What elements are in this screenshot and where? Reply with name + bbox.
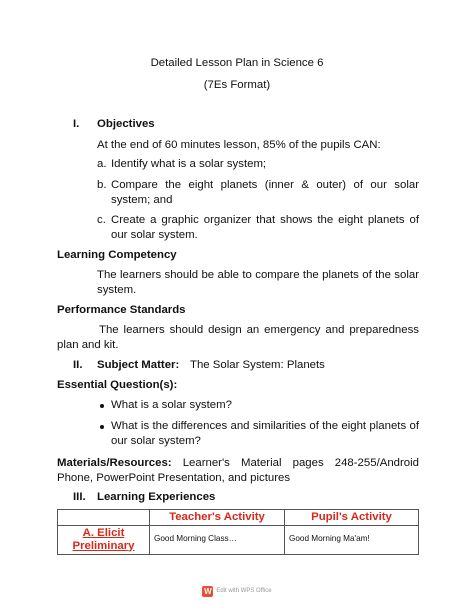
table-header-phase	[58, 510, 150, 526]
table-row	[58, 525, 419, 554]
objective-letter: a.	[97, 158, 107, 170]
performance-standards-heading: Performance Standards	[57, 304, 186, 316]
table-header-pupil: Pupil's Activity	[285, 510, 419, 526]
wps-watermark-text: Edit with WPS Office	[216, 588, 272, 594]
objectives-numeral: I.	[73, 118, 80, 130]
objective-letter: c.	[97, 214, 106, 226]
essential-questions-heading: Essential Question(s):	[57, 379, 178, 391]
performance-standards-text: The learners should design an emergency and preparedness plan and kit.	[57, 324, 419, 351]
learning-competency-text: The learners should be able to compare the planets of the solar system.	[97, 269, 419, 296]
materials-paragraph	[57, 456, 419, 485]
table-cell-teacher: Good Morning Class…	[150, 525, 285, 554]
objective-item: Create a graphic organizer that shows the eight planets of our solar system.	[111, 214, 419, 241]
bullet-icon	[100, 404, 104, 408]
document-subtitle: (7Es Format)	[203, 79, 271, 91]
objectives-intro: At the end of 60 minutes lesson, 85% of the pupils CAN:	[97, 139, 381, 151]
essential-question-item: What is the differences and similarities of the eight planets of our solar system?	[111, 420, 419, 447]
essential-question-item: What is a solar system?	[111, 399, 232, 411]
wps-watermark[interactable]	[0, 584, 474, 599]
learning-competency-heading: Learning Competency	[57, 249, 177, 261]
subject-matter-label: Subject Matter:	[97, 359, 180, 371]
document-title: Detailed Lesson Plan in Science 6	[150, 57, 324, 69]
learning-experiences-table	[57, 509, 419, 555]
bullet-icon	[100, 425, 104, 429]
table-header-teacher: Teacher's Activity	[150, 510, 285, 526]
wps-office-logo-icon: W	[204, 586, 212, 596]
subject-matter-numeral: II.	[73, 359, 83, 371]
table-cell-pupil: Good Morning Ma'am!	[285, 525, 419, 554]
objectives-heading: Objectives	[97, 118, 155, 130]
learning-experiences-heading: Learning Experiences	[97, 491, 216, 503]
materials-label: Materials/Resources:	[57, 457, 172, 469]
objective-letter: b.	[97, 179, 107, 191]
objective-item: Identify what is a solar system;	[111, 158, 267, 170]
table-cell-phase: A. Elicit Preliminary	[58, 525, 150, 554]
table-header-row	[58, 510, 419, 526]
materials-text: Learner's Material pages 248-255/Android Phone, PowerPoint Presentation, and pictures	[57, 457, 419, 484]
objective-item: Compare the eight planets (inner & outer) of our solar system; and	[111, 179, 419, 206]
learning-experiences-numeral: III.	[73, 491, 86, 503]
subject-matter-value: The Solar System: Planets	[190, 359, 325, 371]
